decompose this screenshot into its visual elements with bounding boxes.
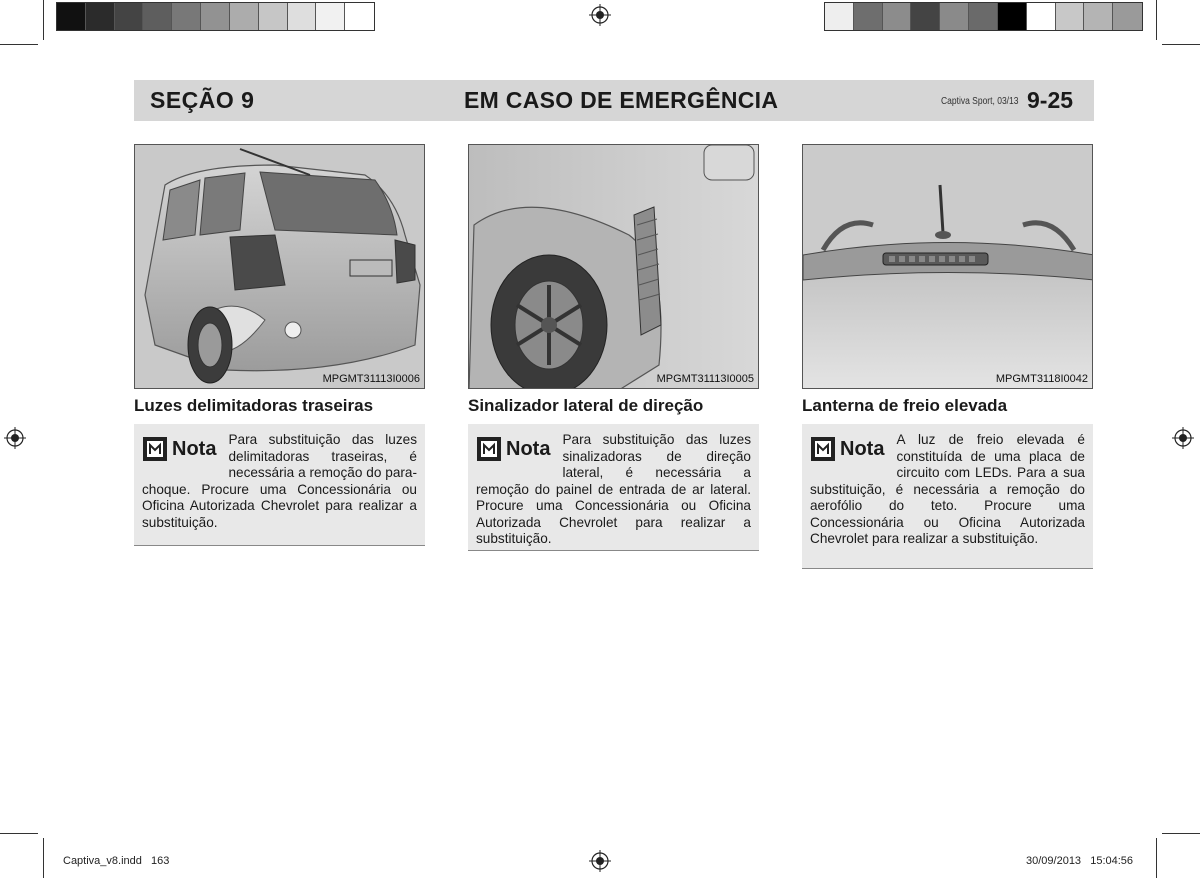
registration-mark-icon [589,4,611,26]
note-label: Nota [840,437,885,460]
note-icon [810,436,836,462]
color-swatch [854,3,883,30]
color-swatch [1056,3,1085,30]
color-swatch [911,3,940,30]
color-swatch [969,3,998,30]
color-swatch [883,3,912,30]
note-text: Para substituição das luzes delimitadoras traseiras, é necessária a remoção do para-choque. Procure uma Concessionária ou Oficina Autorizada Chevrolet para realizar a substituição. [142,432,417,530]
note-icon [142,436,168,462]
color-swatch [1113,3,1142,30]
color-swatch [1084,3,1113,30]
manual-edition: Captiva Sport, 03/13 [941,96,1019,107]
color-swatch [940,3,969,30]
color-swatch [825,3,854,30]
color-swatch [288,3,317,30]
color-bar-left [56,2,375,31]
crop-mark [43,838,44,878]
note-label: Nota [506,437,551,460]
registration-mark-icon [1172,427,1194,449]
figure-code: MPGMT3118I0042 [995,373,1088,385]
note-box [134,424,425,546]
note-text: Para substituição das luzes sinalizadoras de direção lateral, é necessária a remoção do painel de entrada de ar lateral. Procure uma Concessionária ou Oficina Autorizada Chevrolet para realizar a substituição. [476,432,751,546]
crop-mark [43,0,44,40]
color-swatch [1027,3,1056,30]
section-title: EM CASO DE EMERGÊNCIA [464,87,779,113]
crop-mark [1156,838,1157,878]
footer-datetime: 30/09/2013 15:04:56 [1026,855,1134,867]
note-icon [476,436,502,462]
crop-mark [0,44,38,45]
note-header [476,432,550,466]
registration-mark-icon [4,427,26,449]
crop-mark [1162,833,1200,834]
color-swatch [172,3,201,30]
color-swatch [998,3,1027,30]
rear-spoiler-illustration [803,145,1093,389]
color-swatch [86,3,115,30]
note-label: Nota [172,437,217,460]
color-swatch [345,3,374,30]
color-swatch [259,3,288,30]
note-header [810,432,884,466]
note-text: A luz de freio elevada é constituída de uma placa de circuito com LEDs. Para a sua substituição, é necessária a remoção do aerofólio do teto. Procure uma Concessionária ou Oficina Autorizada Chevrolet para realizar a substituição. [810,432,1085,546]
color-swatch [201,3,230,30]
rear-suv-illustration [135,145,425,389]
page-number: 9-25 [1027,87,1074,113]
figure-side-marker [468,144,759,389]
note-header [142,432,216,466]
crop-mark [1162,44,1200,45]
color-swatch [57,3,86,30]
crop-mark [1156,0,1157,40]
color-swatch [316,3,345,30]
figure-rear-lights [134,144,425,389]
registration-mark-icon [589,850,611,872]
figure-code: MPGMT31113I0005 [656,373,754,385]
color-swatch [115,3,144,30]
color-swatch [143,3,172,30]
side-fender-illustration [469,145,759,389]
column-title: Lanterna de freio elevada [802,396,1008,415]
note-box [802,424,1093,569]
section-label: SEÇÃO 9 [150,87,255,113]
figure-high-brake-light [802,144,1093,389]
section-header [134,80,1094,121]
figure-code: MPGMT31113I0006 [322,373,420,385]
crop-mark [0,833,38,834]
color-swatch [230,3,259,30]
note-box [468,424,759,551]
column-title: Luzes delimitadoras traseiras [134,396,374,415]
footer-file: Captiva_v8.indd 163 [63,855,170,867]
color-bar-right [824,2,1143,31]
column-title: Sinalizador lateral de direção [468,396,704,415]
